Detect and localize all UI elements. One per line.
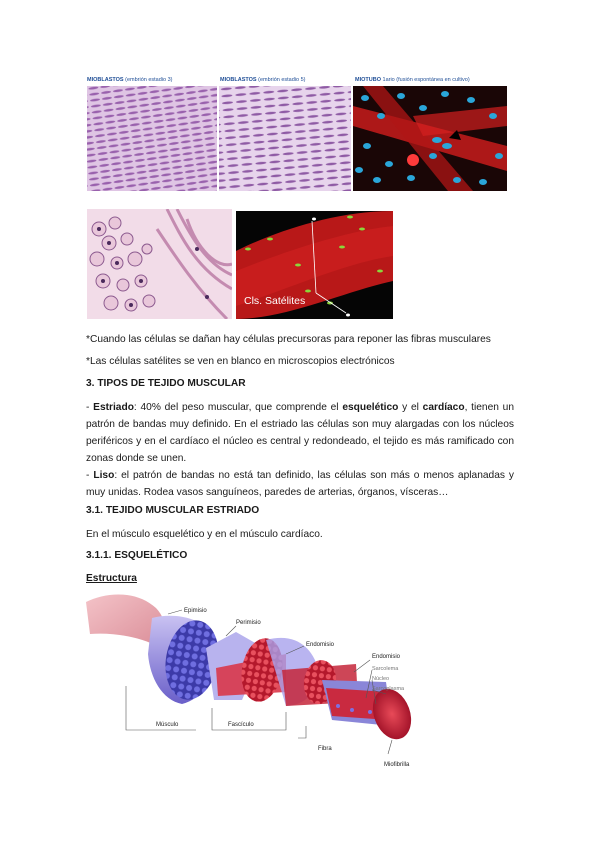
cardiaco-term: cardíaco — [422, 402, 465, 413]
label-perimisio: Perimisio — [236, 620, 261, 626]
section-3-1-title: 3.1. TEJIDO MUSCULAR ESTRIADO — [86, 505, 260, 516]
liso-text: : el patrón de bandas no está tan definido, las células son más o menos aplanadas y muy unidas. Rodea vasos sanguíneos, paredes de arterias, órganos, vísceras… — [86, 470, 514, 498]
label-fasciculo: Fascículo — [228, 722, 254, 728]
label-sarcoplasma: Sarcoplasma — [372, 686, 405, 692]
caption-bold: MIOBLASTOS — [87, 77, 124, 83]
estriado-text-2: y el — [398, 402, 423, 413]
estructura-subtitle: Estructura — [86, 573, 137, 584]
caption-bold: MIOBLASTOS — [220, 77, 257, 83]
esqueletico-term: esquelético — [342, 402, 399, 413]
micrograph-satellite-cells — [236, 211, 393, 319]
label-epimisio: Epimisio — [184, 608, 207, 614]
satellite-cells-label: Cls. Satélites — [244, 295, 306, 307]
caption-rest: (embrión estadio 5) — [256, 77, 306, 83]
micrograph-miotubo — [353, 86, 507, 191]
estriado-text-1: : 40% del peso muscular, que comprende el — [133, 402, 343, 413]
label-endomisio-2: Endomisio — [372, 654, 401, 660]
paragraph-estriado — [86, 399, 514, 467]
label-nucleo: Núcleo — [372, 676, 390, 682]
caption-mioblastos-5 — [220, 77, 306, 83]
section-3-title: 3. TIPOS DE TEJIDO MUSCULAR — [86, 378, 246, 389]
estriado-prefix: - — [86, 402, 94, 413]
estriado-text-3: , tienen un patrón de bandas muy definido. En el estriado las células son muy alargadas con los núcleos periféricos y en el cardíaco el núcleo es central y redondeado, el tejido es más ramificado con zonas donde se unen. — [86, 402, 514, 464]
micrograph-histology-tissue — [87, 209, 232, 319]
section-3-1-body: En el músculo esquelético y en el músculo cardíaco. — [86, 529, 323, 540]
caption-mioblastos-3 — [87, 77, 173, 83]
caption-miotubo — [355, 77, 470, 83]
label-sarcolema: Sarcolema — [372, 666, 399, 672]
label-endomisio-1: Endomisio — [306, 642, 335, 648]
note-precursor-cells: *Cuando las células se dañan hay células precursoras para reponer las fibras musculares — [86, 334, 491, 345]
caption-rest: (embrión estadio 3) — [123, 77, 173, 83]
caption-rest: 1ario (fusión espontánea en cultivo) — [380, 77, 470, 83]
liso-term: Liso — [93, 470, 115, 481]
paragraph-liso — [86, 467, 514, 501]
label-miofibrilla: Miofibrilla — [384, 762, 410, 768]
skeletal-muscle-structure-diagram — [86, 588, 430, 772]
label-musculo: Músculo — [156, 722, 179, 728]
caption-bold: MIOTUBO — [355, 77, 381, 83]
label-fibra: Fibra — [318, 746, 332, 752]
liso-prefix: - — [86, 470, 94, 481]
micrograph-mioblastos-stage3 — [87, 86, 217, 191]
micrograph-mioblastos-stage5 — [219, 86, 351, 191]
section-3-1-1-title: 3.1.1. ESQUELÉTICO — [86, 550, 188, 561]
note-satellite-cells: *Las células satélites se ven en blanco en microscopios electrónicos — [86, 356, 395, 367]
estriado-term: Estriado — [93, 402, 134, 413]
